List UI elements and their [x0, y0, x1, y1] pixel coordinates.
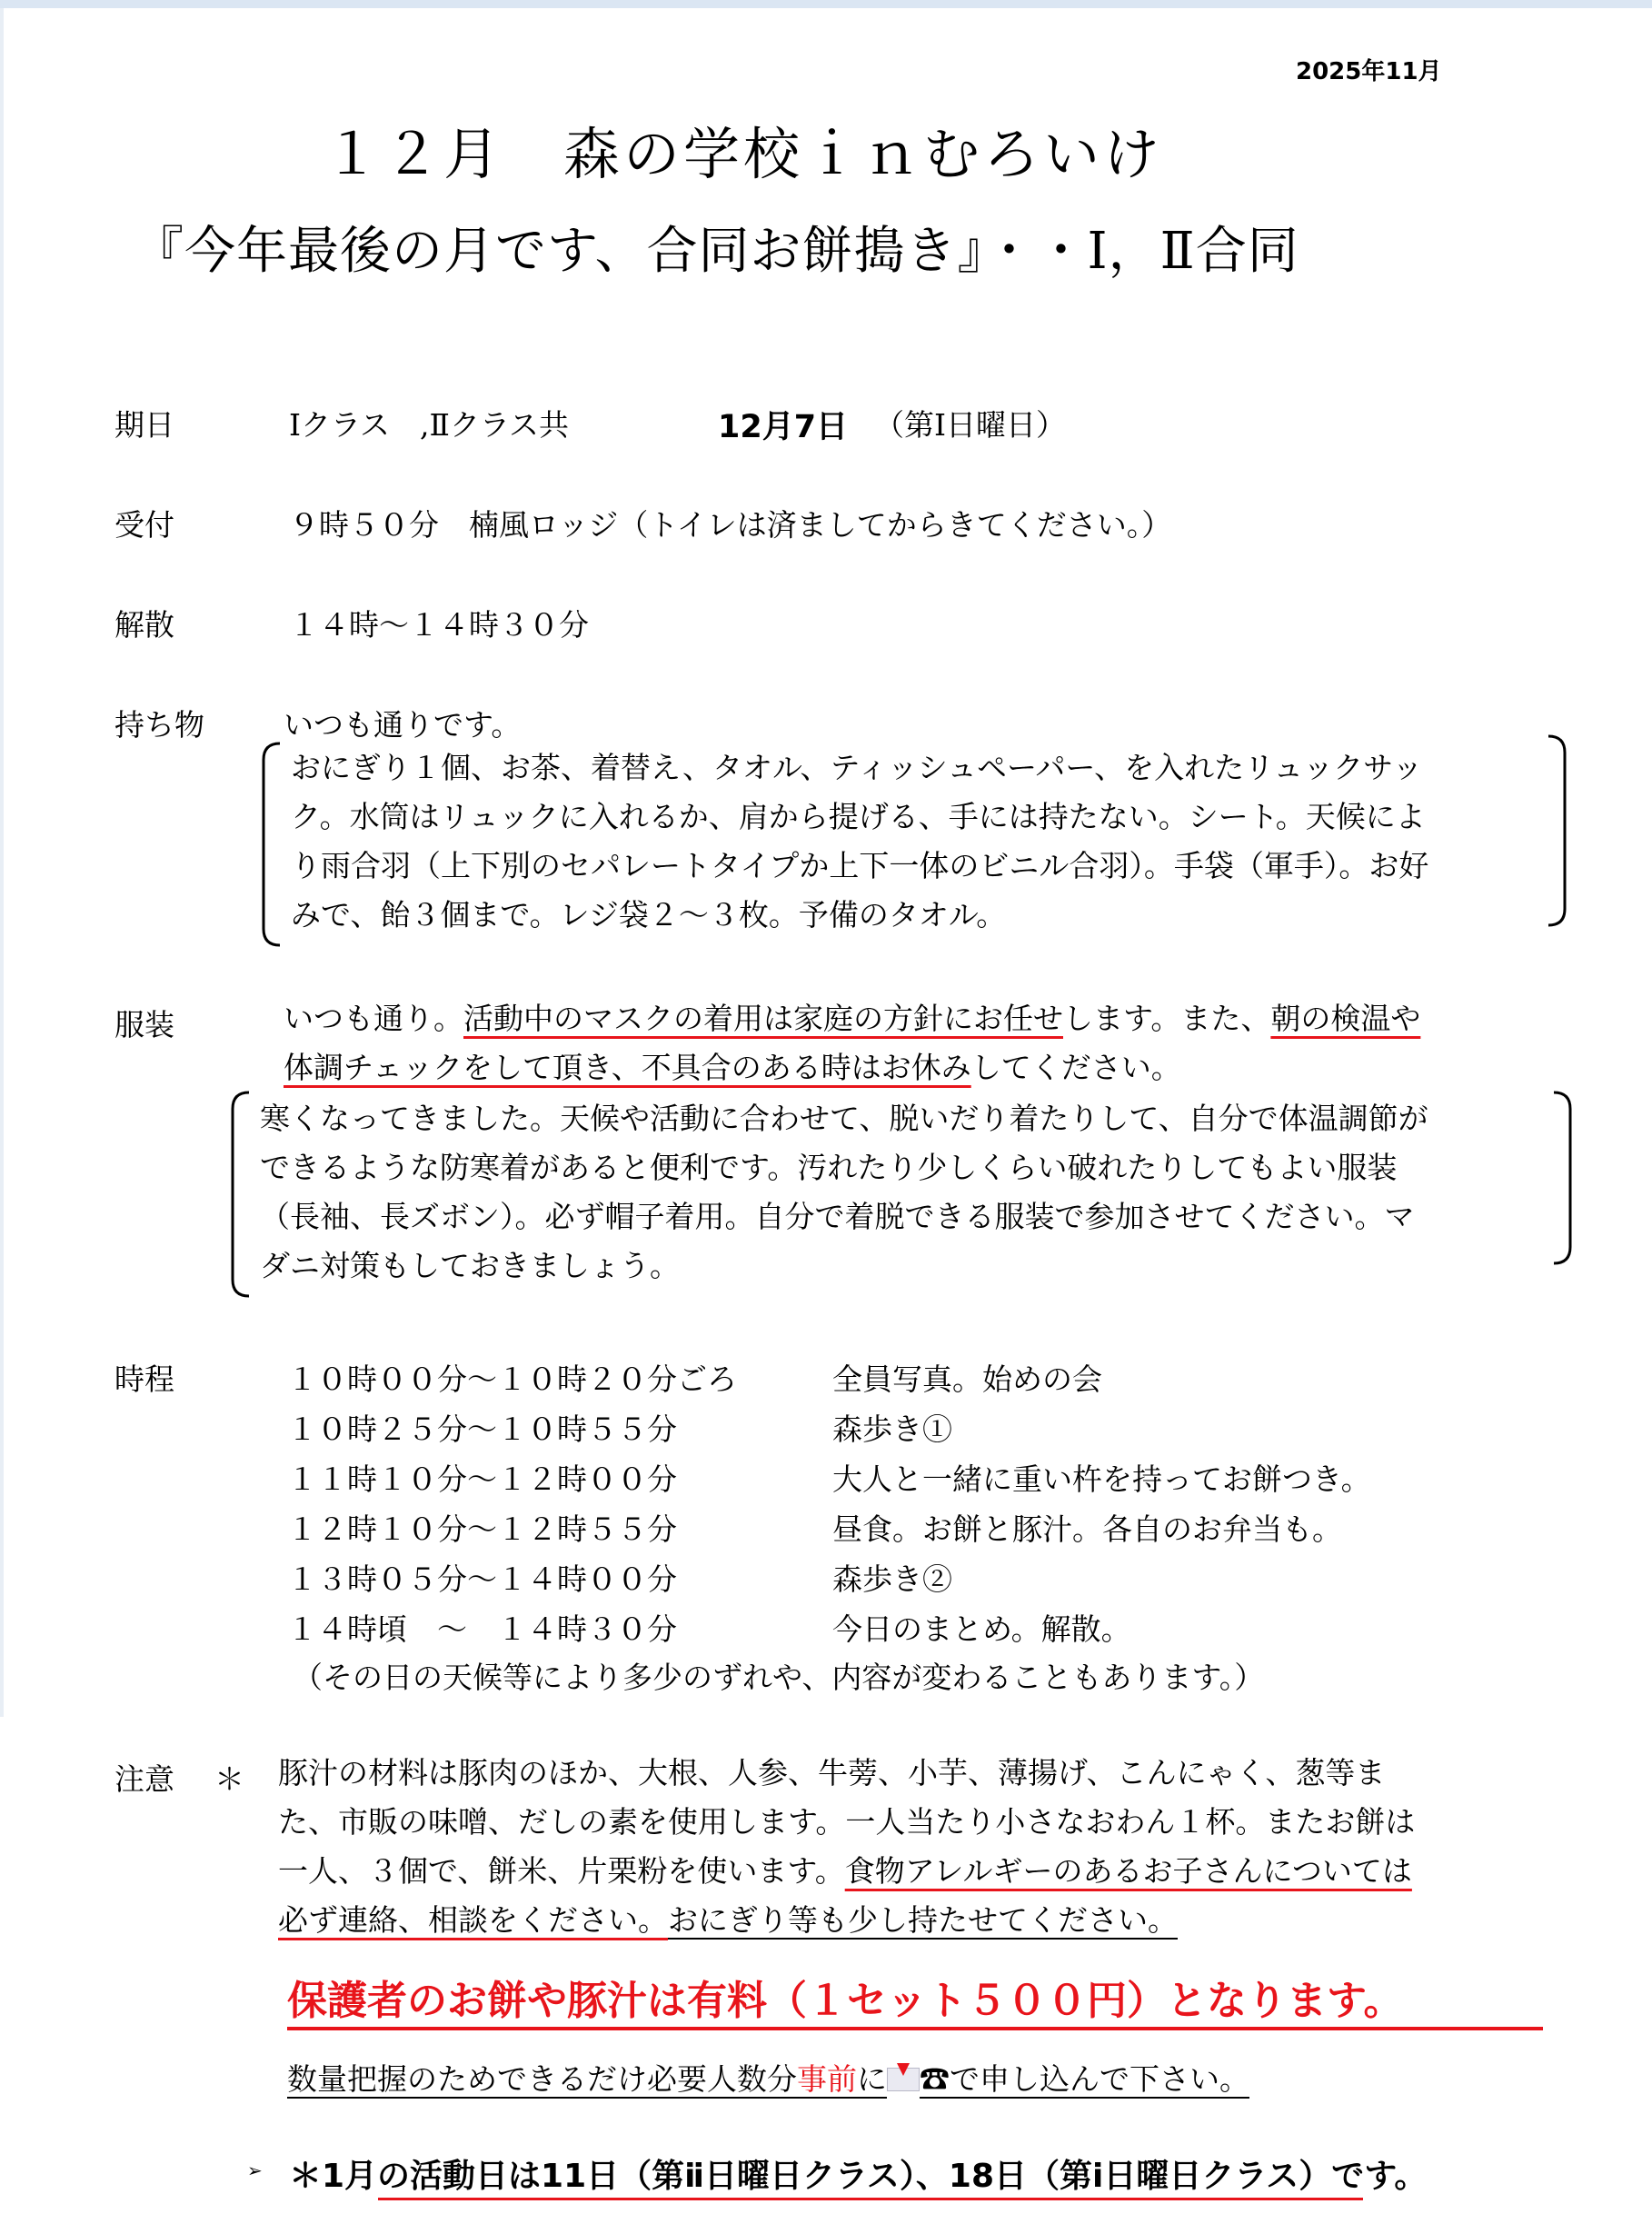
- kijitsu-date: 12月7日: [718, 409, 849, 445]
- schedule-note: （その日の天候等により多少のずれや、内容が変わることもあります。）: [293, 1660, 1265, 1695]
- schedule-time: １４時頃 ～ １４時３０分: [287, 1611, 677, 1647]
- label-uketsuke: 受付: [114, 507, 174, 543]
- phone-icon: ☎: [920, 2061, 950, 2097]
- page-left-edge: [0, 8, 4, 1717]
- paid-notice: 保護者のお餅や豚汁は有料（１セット５００円）となります。: [287, 1978, 1404, 2024]
- chuui-line: 豚汁の材料は豚肉のほか、大根、人参、牛蒡、小芋、薄揚げ、こんにゃく、葱等ま: [278, 1755, 1386, 1790]
- label-fukusou: 服装: [114, 1007, 174, 1042]
- schedule-time: １０時００分～１０時２０分ごろ: [287, 1361, 737, 1397]
- page-title: １２月 森の学校ｉｎむろいけ: [323, 121, 1164, 187]
- label-kaisan: 解散: [114, 607, 174, 643]
- schedule-activity: 森歩き②: [832, 1561, 952, 1597]
- schedule-activity: 大人と一緒に重い杵を持ってお餅つき。: [832, 1461, 1371, 1497]
- uketsuke-text: ９時５０分 楠風ロッジ（トイレは済ましてからきてください。）: [289, 507, 1172, 543]
- fukusou-details: [260, 1094, 1428, 1291]
- schedule-time: １２時１０分～１２時５５分: [287, 1511, 677, 1547]
- schedule-time: １０時２５分～１０時５５分: [287, 1411, 677, 1447]
- page-subtitle: 『今年最後の月です、合同お餅搗き』・・Ⅰ，Ⅱ合同: [133, 222, 1299, 281]
- paid-notice-underline: [287, 2027, 1543, 2030]
- chuui-line: 一人、３個で、餅米、片栗粉を使います。: [278, 1853, 845, 1889]
- mochimono-intro: いつも通りです。: [284, 707, 522, 743]
- fukusou-text: してください。: [970, 1050, 1181, 1085]
- fukusou-line: できるような防寒着があると便利です。汚れたり少しくらい破れたりしてもよい服装: [260, 1150, 1398, 1185]
- allergy-note: 必ず連絡、相談をください。: [278, 1902, 668, 1938]
- bracket-right: [1552, 1091, 1576, 1265]
- label-kijitsu: 期日: [114, 407, 174, 443]
- fukusou-health-note: 体調チェックをして頂き、不具合のある時はお休み: [284, 1050, 971, 1085]
- schedule-time: １３時０５分～１４時００分: [287, 1561, 677, 1597]
- bracket-left: [227, 1091, 251, 1298]
- label-mochimono: 持ち物: [114, 707, 204, 743]
- schedule-time: １１時１０分～１２時００分: [287, 1461, 677, 1497]
- kijitsu-weekday: （第Ⅰ日曜日）: [874, 407, 1067, 443]
- fukusou-mask-note: 活動中のマスクの着用は家庭の方針にお任せ: [463, 1001, 1063, 1036]
- schedule-activity: 全員写真。始めの会: [832, 1361, 1102, 1397]
- apply-text: で申し込んで下さい。: [950, 2061, 1249, 2097]
- fukusou-line: （長袖、長ズボン）。必ず帽子着用。自分で着脱できる服装で参加させてください。マ: [260, 1199, 1415, 1234]
- onigiri-note: おにぎり等も少し持たせてください。: [668, 1902, 1178, 1938]
- schedule-activity: 森歩き①: [832, 1411, 952, 1447]
- fukusou-line: 寒くなってきました。天候や活動に合わせて、脱いだり着たりして、自分で体温調節が: [260, 1101, 1428, 1136]
- kaisan-text: １４時～１４時３０分: [289, 607, 589, 643]
- bracket-right: [1547, 734, 1570, 927]
- window-top-bar: [0, 0, 1652, 8]
- chuui-star: ＊: [214, 1761, 244, 1797]
- fukusou-health-note: 朝の検温や: [1270, 1001, 1421, 1036]
- mochimono-list: [291, 743, 1428, 940]
- apply-text: 数量把握のためできるだけ必要人数分: [287, 2061, 797, 2097]
- next-month-underline: [378, 2198, 1363, 2200]
- chuui-line: た、市販の味噌、だしの素を使用します。一人当たり小さなおわん１杯。またお餅は: [278, 1804, 1416, 1840]
- schedule-activity: 今日のまとめ。解散。: [832, 1611, 1131, 1647]
- apply-note: [287, 2056, 1249, 2099]
- fukusou-intro: [284, 994, 1420, 1092]
- next-month-note: ＊1月の活動日は11日（第ⅱ日曜日クラス）、18日（第ⅰ日曜日クラス）です。: [289, 2158, 1428, 2195]
- fukusou-text: いつも通り。: [284, 1001, 463, 1036]
- mochimono-line: みで、飴３個まで。レジ袋２～３枚。予備のタオル。: [291, 897, 1007, 932]
- document-date: 2025年11月: [1296, 58, 1442, 85]
- kijitsu-classes: Ⅰクラス ,Ⅱクラス共: [289, 407, 569, 443]
- bullet-icon: ➢: [247, 2159, 263, 2181]
- mochimono-line: おにぎり１個、お茶、着替え、タオル、ティッシュペーパー、を入れたリュックサッ: [291, 750, 1423, 785]
- mochimono-line: ク。水筒はリュックに入れるか、肩から提げる、手には持たない。シート。天候によ: [291, 799, 1426, 834]
- label-jitei: 時程: [114, 1361, 174, 1397]
- fukusou-text: します。また、: [1063, 1001, 1271, 1036]
- mochimono-line: り雨合羽（上下別のセパレートタイプか上下一体のビニル合羽）。手袋（軍手）。お好: [291, 848, 1429, 883]
- label-chuui: 注意: [114, 1761, 174, 1797]
- allergy-note: 食物アレルギーのあるお子さんについては: [844, 1853, 1412, 1889]
- apply-advance: 事前: [797, 2061, 857, 2097]
- schedule-activity: 昼食。お餅と豚汁。各自のお弁当も。: [832, 1511, 1342, 1547]
- fukusou-line: ダニ対策もしておきましょう。: [260, 1248, 680, 1283]
- chuui-paragraph: [278, 1749, 1415, 1945]
- apply-text: に: [857, 2061, 887, 2097]
- mail-icon: [887, 2068, 920, 2091]
- bracket-left: [258, 742, 282, 947]
